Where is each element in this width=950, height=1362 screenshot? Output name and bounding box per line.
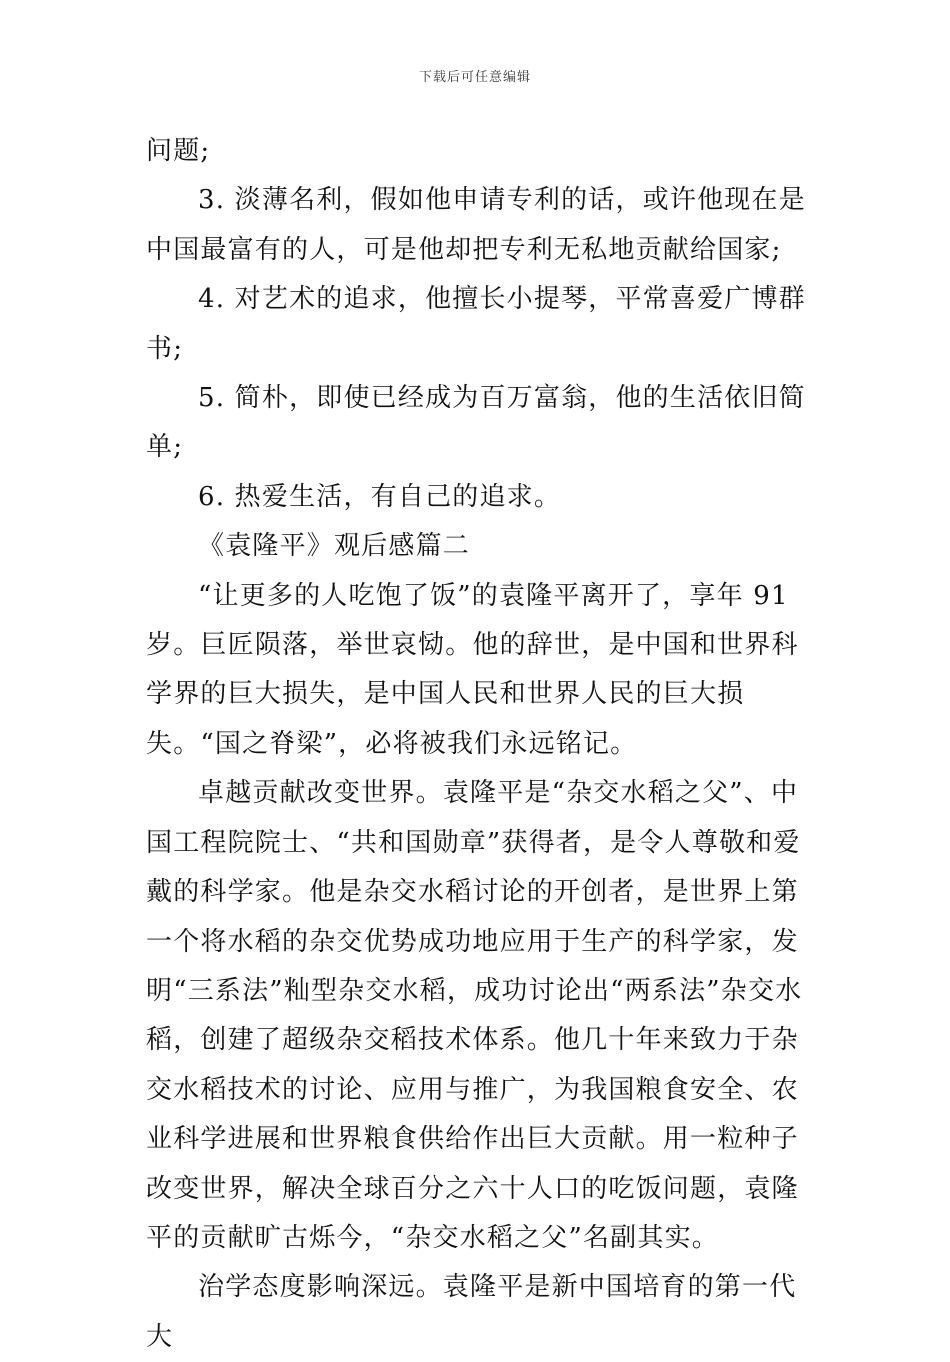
paragraph: 卓越贡献改变世界。袁隆平是“杂交水稻之父”、中国工程院院士、“共和国勋章”获得者，是令人尊敬和爱戴的科学家。他是杂交水稻讨论的开创者，是世界上第一个将水稻的杂交优势成功地应用于生产的科学家，发明“三系法”籼型杂交水稻，成功讨论出“两系法”杂交水稻，创建了超级杂交稻技术体系。他几十年来致力于杂交水稻技术的讨论、应用与推广，为我国粮食安全、农业科学进展和世界粮食供给作出巨大贡献。用一粒种子改变世界，解决全球百分之六十人口的吃饭问题，袁隆平的贡献旷古烁今，“杂交水稻之父”名副其实。 (146, 778, 803, 1253)
list-item-4: 4. 对艺术的追求，他擅长小提琴，平常喜爱广博群书; (146, 284, 806, 364)
paragraph: “让更多的人吃饱了饭”的袁隆平离开了，享年 91 岁。巨匠陨落，举世哀恸。他的辞世，是中国和世界科学界的巨大损失，是中国人民和世界人民的巨大损失。“国之脊梁”，必将被我们永远铭记。 (146, 580, 799, 759)
paragraph: 治学态度影响深远。袁隆平是新中国培育的第一代大 (146, 1272, 797, 1352)
document-body (146, 127, 816, 1362)
list-item-3: 3. 淡薄名利，假如他申请专利的话，或许他现在是中国最富有的人，可是他却把专利无私地贡献给国家; (146, 185, 806, 265)
page-header: 下载后可任意编辑 (418, 70, 531, 85)
list-item-6: 6. 热爱生活，有自己的追求。 (198, 481, 562, 512)
section-heading: 《袁隆平》观后感篇二 (198, 531, 471, 562)
paragraph-continuation: 问题; (146, 136, 211, 166)
list-item-5: 5. 简朴，即使已经成为百万富翁，他的生活依旧简单; (146, 383, 806, 463)
